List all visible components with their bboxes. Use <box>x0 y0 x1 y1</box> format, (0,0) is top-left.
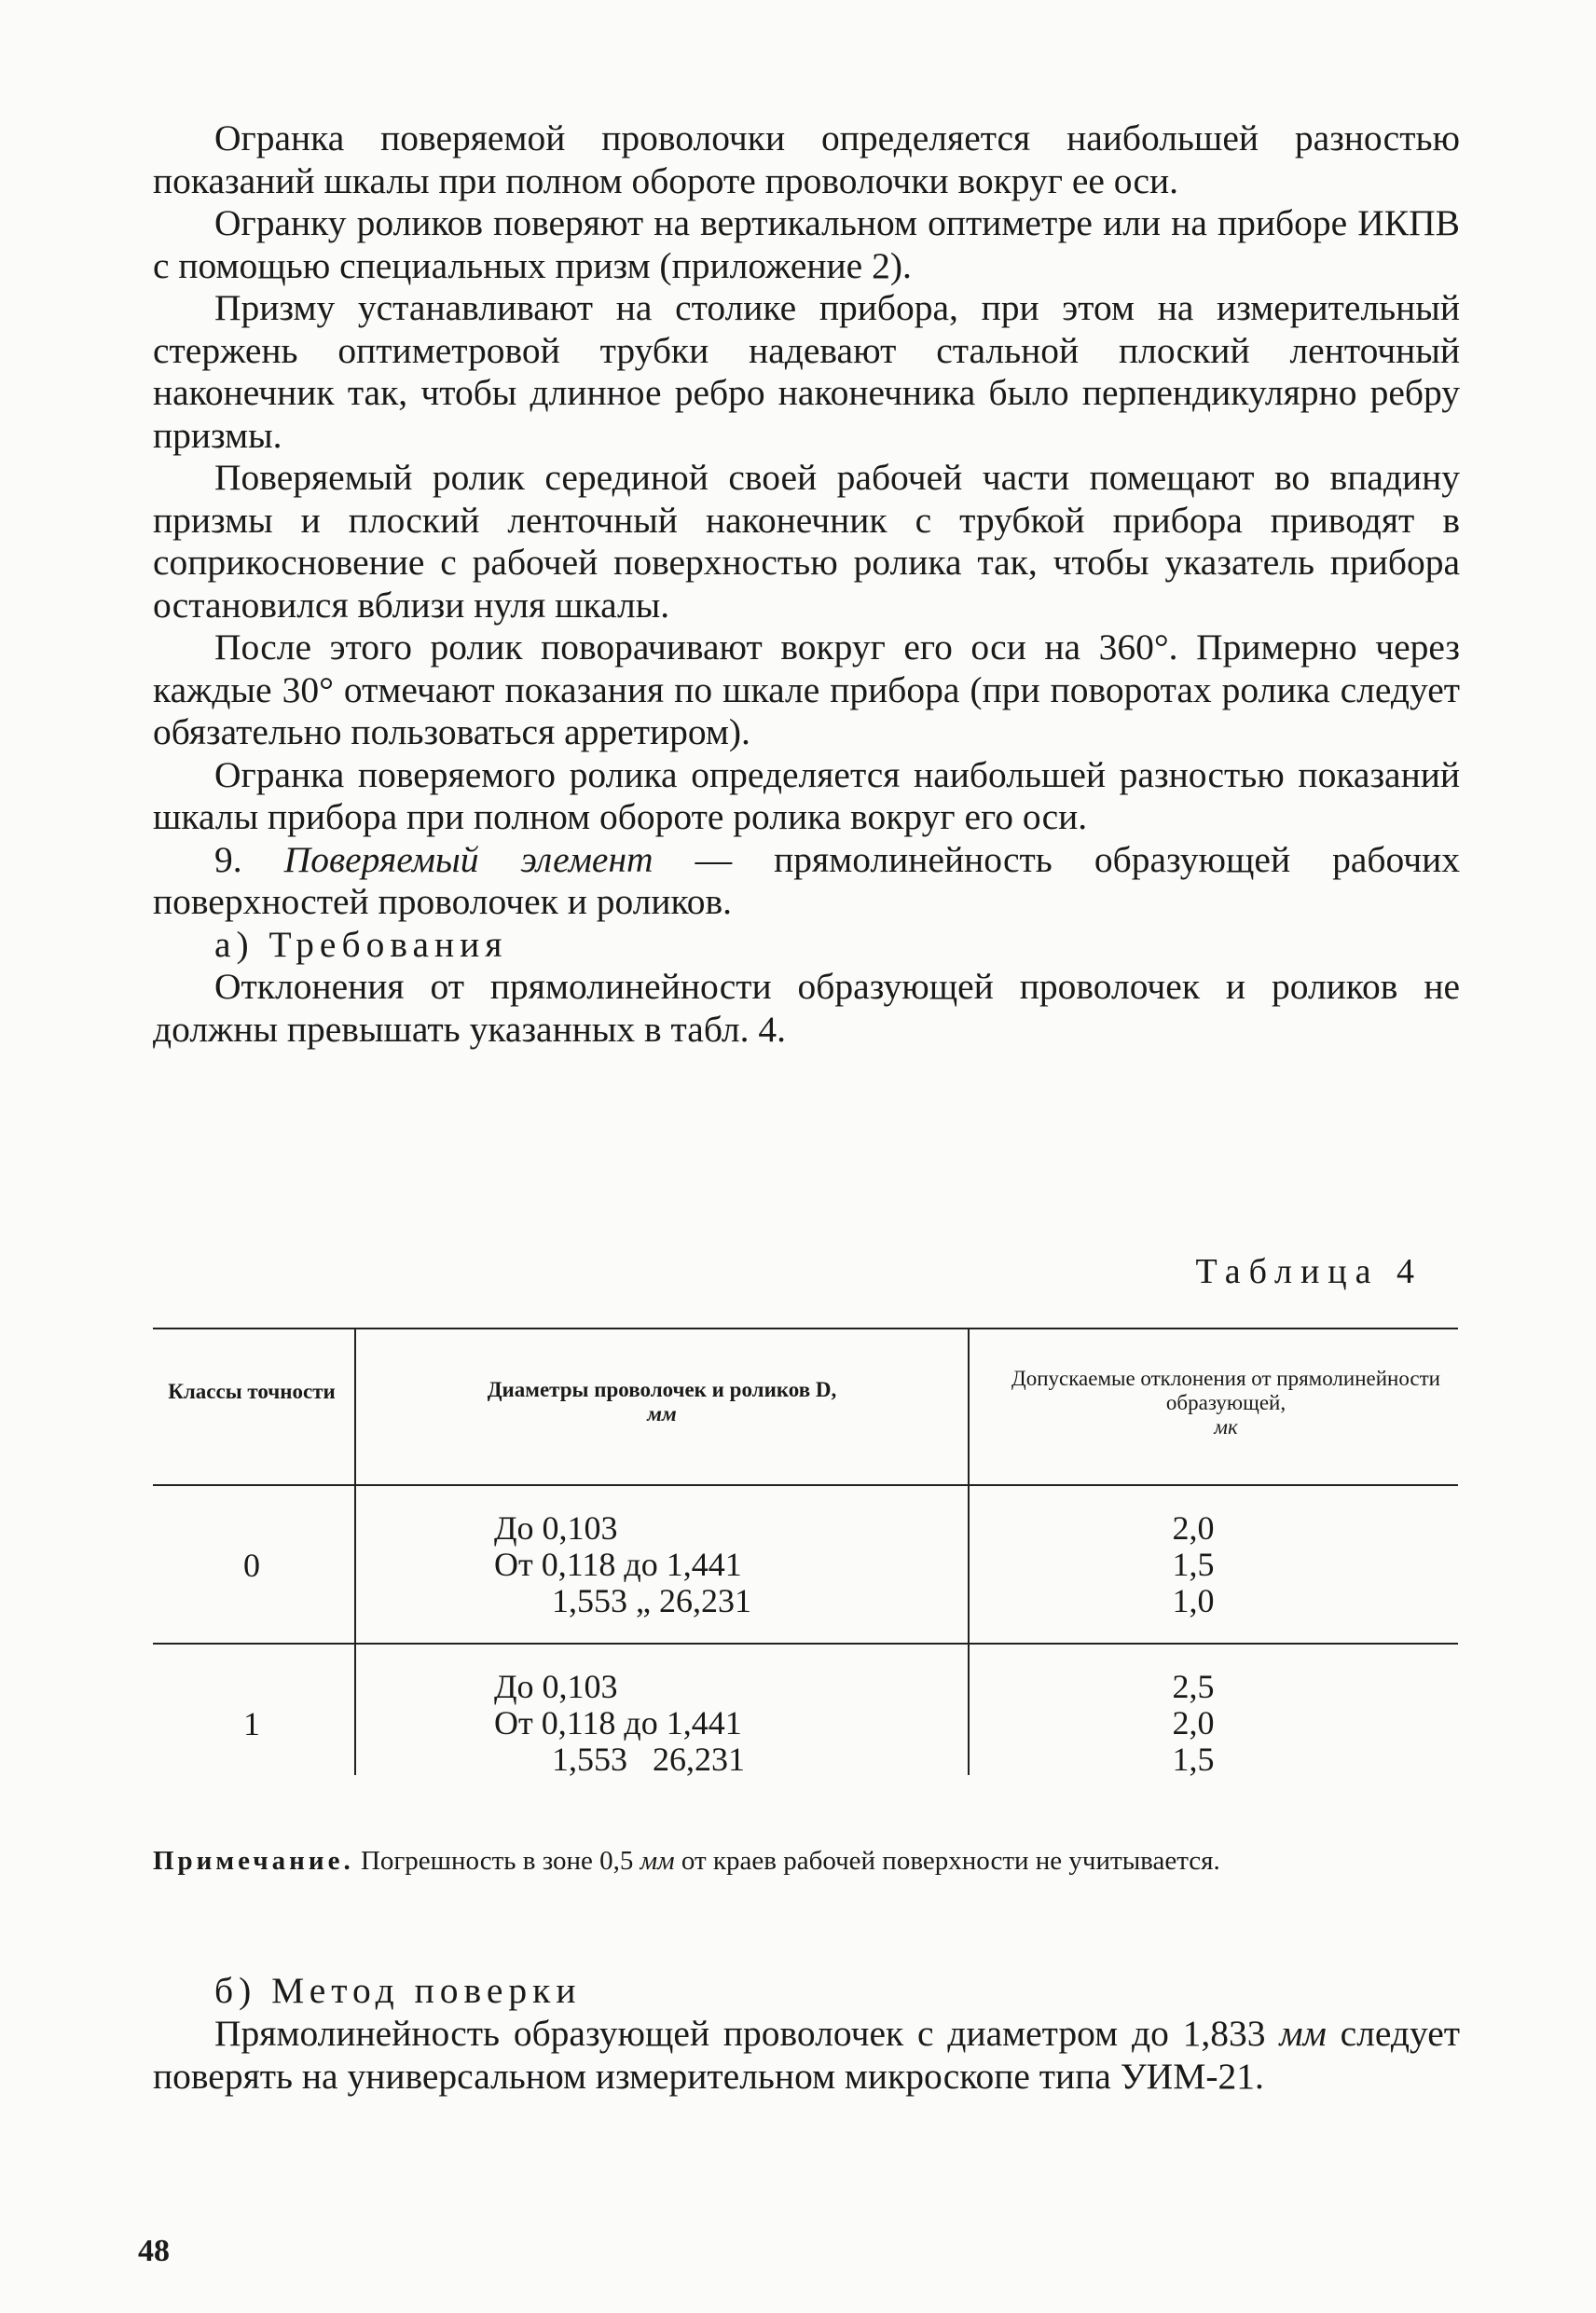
page-number: 48 <box>138 2234 170 2268</box>
item-9 <box>153 839 1460 924</box>
diameter-value: До 0,103 <box>494 1509 618 1547</box>
requirements-text: Отклонения от прямолинейности образующей проволочек и роликов не должны превышать указанных в табл. 4. <box>153 966 1460 1050</box>
deviation-value: 2,0 <box>1172 1704 1215 1742</box>
paragraph: Огранку роликов поверяют на вертикальном оптиметре или на приборе ИКПВ с помощью специальных призм (приложение 2). <box>153 202 1460 286</box>
paragraph: Огранка поверяемой проволочки определяется наибольшей разностью показаний шкалы при полном обороте проволочки вокруг ее оси. <box>153 117 1460 201</box>
diameter-value: До 0,103 <box>494 1668 618 1705</box>
row-diameters <box>494 1510 886 1619</box>
header-diameter: Диаметры проволочек и роликов D, мм <box>392 1378 932 1426</box>
item-element-label: Поверяемый элемент <box>283 838 654 880</box>
deviation-value: 1,5 <box>1172 1741 1215 1778</box>
table-col-divider <box>354 1486 356 1775</box>
deviation-value: 1,5 <box>1172 1546 1215 1583</box>
row-diameters <box>494 1669 886 1778</box>
row-deviations <box>1128 1669 1259 1778</box>
table-header-rule <box>153 1484 1458 1486</box>
item-number: 9. <box>214 838 242 880</box>
note-label: Примечание. <box>153 1846 354 1876</box>
paragraph: Поверяемый ролик серединой своей рабочей части помещают во впадину призмы и плоский ленточный наконечник с трубкой прибора приводят в соприкосновение с рабочей поверхностью ролика так, чтобы указатель прибора остановился вблизи нуля шкалы. <box>153 457 1460 626</box>
paragraph: Призму устанавливают на столике прибора, при этом на измерительный стержень оптиметровой трубки надевают стальной плоский ленточный наконечник так, чтобы длинное ребро наконечника было перпендикулярно ребру призмы. <box>153 287 1460 456</box>
row-deviations <box>1128 1510 1259 1619</box>
diameter-value: 1,553 „ 26,231 <box>552 1582 751 1619</box>
header-deviation-unit: мк <box>1214 1415 1238 1439</box>
table-caption: Таблица 4 <box>1195 1252 1423 1291</box>
diameter-value: От 0,118 до 1,441 <box>494 1704 742 1742</box>
paragraph: После этого ролик поворачивают вокруг его оси на 360°. Примерно через каждые 30° отмечают показания по шкале прибора (при поворотах ролика следует обязательно пользоваться арретиром). <box>153 626 1460 752</box>
deviation-value: 1,0 <box>1172 1582 1215 1619</box>
row-class: 1 <box>243 1705 260 1742</box>
table-col-divider <box>354 1329 356 1484</box>
method-section <box>153 1969 1460 2098</box>
table-col-divider <box>968 1329 970 1484</box>
header-class: Классы точности <box>168 1380 336 1403</box>
row-class: 0 <box>243 1547 260 1584</box>
body-text <box>153 117 1460 1051</box>
table-row-rule <box>153 1643 1458 1645</box>
table-note: Примечание. Погрешность в зоне 0,5 мм от краев рабочей поверхности не учитывается. <box>153 1846 1220 1876</box>
table-top-rule <box>153 1328 1458 1329</box>
deviation-value: 2,0 <box>1172 1509 1215 1547</box>
item-rest: — прямолинейность образующей рабочих поверхностей проволочек и роликов. <box>153 838 1460 922</box>
diameter-value: От 0,118 до 1,441 <box>494 1546 742 1583</box>
deviation-value: 2,5 <box>1172 1668 1215 1705</box>
method-unit: мм <box>1279 2013 1327 2054</box>
note-unit: мм <box>640 1846 675 1876</box>
method-heading: б) Метод поверки <box>214 1970 582 2011</box>
method-text: Прямолинейность образующей проволочек с диаметром до 1,833 мм следует поверять на универсальном измерительном микроскопе типа УИМ-21. <box>153 2013 1460 2097</box>
table-col-divider <box>968 1486 970 1775</box>
header-deviation: Допускаемые отклонения от прямолинейности образующей, мк <box>998 1367 1454 1439</box>
header-diameter-unit: мм <box>647 1402 677 1425</box>
paragraph: Огранка поверяемого ролика определяется наибольшей разностью показаний шкалы прибора при полном обороте ролика вокруг его оси. <box>153 753 1460 837</box>
diameter-value: 1,553 26,231 <box>552 1741 745 1778</box>
requirements-heading: а) Требования <box>214 923 508 965</box>
